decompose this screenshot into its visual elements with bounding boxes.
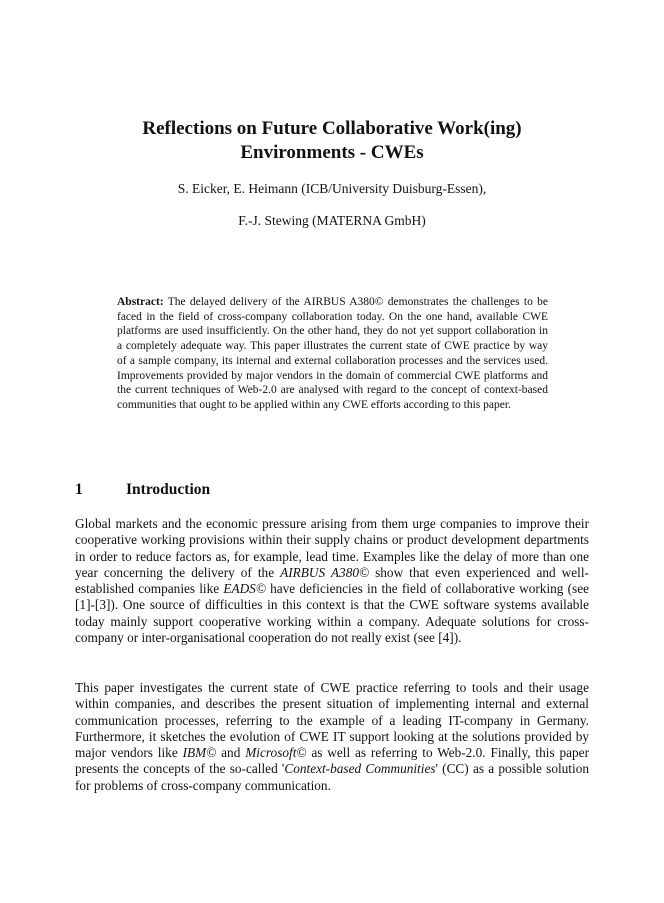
authors-line-1: S. Eicker, E. Heimann (ICB/University Duisburg-Essen), xyxy=(177,181,487,196)
paragraph-2-italic-c: Context-based Communities xyxy=(284,761,436,777)
title-line-2: Environments - CWEs xyxy=(240,142,424,163)
section-number: 1 xyxy=(75,481,83,498)
title-line-1: Reflections on Future Collaborative Work(ing) xyxy=(142,118,522,139)
abstract-text: The delayed delivery of the AIRBUS A380© demonstrates the challenges to be faced in the field of cross-company collaboration today. On the one hand, available CWE platforms are used insufficiently. On the other hand, they do not yet support collaboration in a completely adequate way. This paper illustrates the current state of CWE practice by way of a sample company, its internal and external collaboration processes and the services used. Improvements provided by major vendors in the domain of commercial CWE platforms and the current techniques of Web-2.0 are analysed with regard to the concept of context-based communities that ought to be applied within any CWE efforts according to this paper. xyxy=(117,296,548,411)
paper-title xyxy=(0,117,664,165)
paragraph-2-italic-a: IBM© xyxy=(182,745,217,761)
paragraph-1-italic-b: EADS© xyxy=(223,581,266,597)
paragraph-2-italic-b: Microsoft© xyxy=(245,745,307,761)
paragraph-2-text-d: ' (CC) as a possible solution for problems of cross-company communication. xyxy=(75,761,589,793)
paragraph-2 xyxy=(75,680,589,794)
paragraph-1-italic-a: AIRBUS A380© xyxy=(280,564,370,580)
paragraph-1-text-c: have deficiencies in the field of collaborative working (see [1]-[3]). One source of difficulties in this context is that the CWE software systems available today mainly support cooperative working within a company. Adequate solutions for cross-company or inter-organisational cooperation do not really exist (see [4]). xyxy=(75,581,590,646)
abstract-label: Abstract: xyxy=(117,296,164,308)
paragraph-2-text-c: as well as referring to Web-2.0. Finally, this paper presents the concepts of the so-called ' xyxy=(75,745,589,777)
abstract xyxy=(117,295,548,413)
paragraph-2-text-b: and xyxy=(216,745,246,761)
paragraph-1 xyxy=(75,516,589,646)
section-title: Introduction xyxy=(126,481,211,498)
paragraph-1-text-b: show that even experienced and well-established companies like xyxy=(75,564,589,597)
paragraph-2-text-a: This paper investigates the current state of CWE practice referring to tools and their usage within companies, and describes the present situation of implementing internal and external communication processes, referring to the example of a leading IT-company in Germany. Furthermore, it sketches the evolution of CWE IT support looking at the solutions provided by major vendors like xyxy=(75,680,589,761)
authors-line-2: F.-J. Stewing (MATERNA GmbH) xyxy=(238,213,426,228)
paragraph-1-text-a: Global markets and the economic pressure arising from them urge companies to improve their cooperative working provisions within their supply chains or product development departments in order to reduce factors as, for example, lead time. Examples like the delay of more than one year concerning the delivery of the xyxy=(75,516,589,580)
